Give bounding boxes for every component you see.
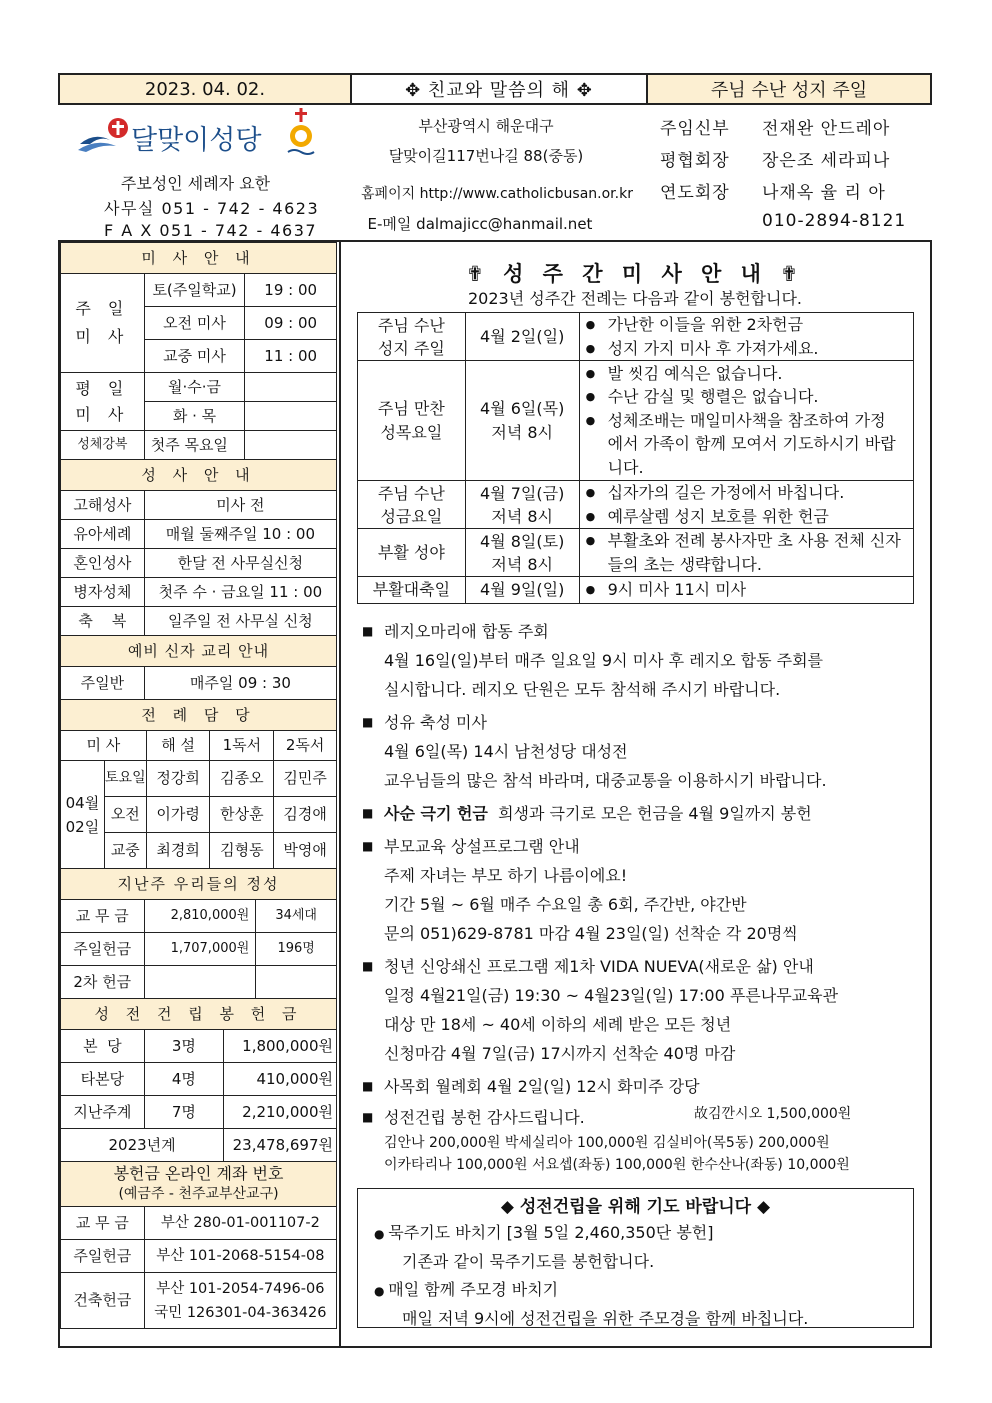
account-number: 국민 126301-04-363426 (154, 1304, 327, 1321)
holyweek-day: 부활 성야 (358, 529, 466, 577)
liturgy-commentator: 정강희 (146, 761, 210, 797)
sacrament-title: 성 사 안 내 (61, 460, 337, 491)
offering-table (60, 868, 337, 999)
address-line-2: 달맞이길117번나길 88(중동) (388, 147, 584, 165)
offering-key: 주일헌금 (61, 933, 145, 966)
left-column (60, 242, 337, 1329)
liturgy-title: 전 례 담 당 (61, 700, 337, 731)
parish-phone: 010-2894-8121 (762, 211, 907, 231)
liturgy-mass: 토요일 (104, 761, 146, 797)
officer-name-2: 장은조 세라피나 (762, 151, 891, 171)
holyweek-day: 주님 수난 성금요일 (358, 481, 466, 529)
notice-heading: ■ 사목회 월례회 4월 2일(일) 12시 화미주 강당 (362, 1072, 922, 1101)
holyweek-note: ● 가난한 이들을 위한 2차헌금 (608, 313, 913, 337)
notice-heading: 사순 극기 헌금 (384, 804, 488, 823)
holyweek-notes (579, 361, 913, 481)
mass-name: 월·수·금 (144, 373, 245, 402)
building-key: 지난주계 (61, 1096, 145, 1129)
catechumen-key: 주일반 (61, 667, 145, 700)
notice-heading: 성전건립 봉헌 감사드립니다. (384, 1108, 585, 1127)
building-key: 본 당 (61, 1030, 145, 1063)
prayer-item: ● 묵주기도 바치기 [3월 5일 2,460,350단 봉헌] (358, 1219, 913, 1248)
mass-name: 토(주일학교) (144, 274, 245, 307)
donor-line: 故김깐시오 1,500,000원 (694, 1106, 852, 1122)
holyweek-notes (579, 313, 913, 361)
liturgy-date: 04월 02일 (61, 761, 105, 869)
building-key: 타본당 (61, 1063, 145, 1096)
prayer-title: ◆ 성전건립을 위해 기도 바랍니다 ◆ (500, 1197, 771, 1217)
offering-amount: 2,810,000원 (144, 900, 256, 933)
building-amount: 2,210,000원 (224, 1096, 337, 1129)
account-building (144, 1273, 336, 1329)
notice-body: 대상 만 18세 ~ 40세 이하의 세례 받은 모든 청년 (384, 1015, 732, 1034)
account-table (60, 1161, 337, 1329)
prayer-item: ● 매일 함께 주모경 바치기 (358, 1276, 913, 1305)
liturgy-table (60, 699, 337, 869)
liturgy-col: 미 사 (61, 731, 147, 761)
officer-name-3: 나재옥 율 리 아 (762, 183, 886, 203)
account-number: 부산 101-2068-5154-08 (144, 1240, 336, 1273)
notice-body: 주제 자녀는 부모 하기 나름이에요! (384, 866, 628, 885)
offering-amount: 1,707,000원 (144, 933, 256, 966)
sacrament-key: 축 복 (61, 607, 145, 636)
offering-count: 196명 (256, 933, 337, 966)
holyweek-day: 부활대축일 (358, 577, 466, 604)
holyweek-date: 4월 8일(토) 저녁 8시 (465, 529, 579, 577)
account-subtitle: (예금주 - 천주교부산교구) (118, 1186, 279, 1202)
liturgy-commentator: 이가령 (146, 797, 210, 833)
holyweek-date: 4월 2일(일) (465, 313, 579, 361)
mass-time: 19 : 00 (245, 274, 337, 307)
sacrament-value: 일주일 전 사무실 신청 (144, 607, 336, 636)
account-number: 부산 101-2054-7496-06 (156, 1280, 325, 1297)
mass-time: 11 : 00 (245, 340, 337, 373)
notice-body: 문의 051)629-8781 마감 4월 23일(일) 선착순 각 20명씩 (384, 924, 798, 943)
officer-name-1: 전재완 안드레아 (762, 119, 891, 139)
liturgy-reader-1: 김종오 (210, 761, 274, 797)
building-year-label: 2023년계 (61, 1129, 224, 1162)
sacrament-key: 고해성사 (61, 491, 145, 520)
holyweek-note: ● 예루살렘 성지 보호를 위한 헌금 (608, 505, 913, 529)
mass-time (245, 402, 337, 431)
liturgy-reader-1: 한상훈 (210, 797, 274, 833)
catechumen-value: 매주일 09 : 30 (144, 667, 336, 700)
prayer-detail: 기존과 같이 묵주기도를 봉헌합니다. (402, 1252, 655, 1271)
liturgy-col: 2독서 (274, 731, 337, 761)
liturgy-col: 해 설 (146, 731, 210, 761)
liturgy-reader-2: 김민주 (274, 761, 337, 797)
year-motto: ✥ 친교와 말씀의 해 ✥ (352, 75, 648, 103)
column-divider (339, 240, 341, 1348)
holyweek-note: ● 부활초와 전례 봉사자만 초 사용 전체 신자들의 초는 생략합니다. (608, 529, 913, 576)
fax-number: F A X 051 - 742 - 4637 (104, 221, 318, 240)
sacrament-value: 한달 전 사무실신청 (144, 549, 336, 578)
sacrament-key: 유아세례 (61, 520, 145, 549)
offering-title: 지난주 우리들의 정성 (61, 869, 337, 900)
sacrament-key: 병자성체 (61, 578, 145, 607)
offering-key: 교 무 금 (61, 900, 145, 933)
liturgy-mass: 오전 (104, 797, 146, 833)
liturgical-day: 주님 수난 성지 주일 (648, 75, 930, 103)
parish-emblem-icon (76, 114, 132, 164)
building-count: 7명 (144, 1096, 224, 1129)
mass-name: 화 · 목 (144, 402, 245, 431)
header-bar (58, 73, 932, 105)
notice-heading: ■ 부모교육 상설프로그램 안내 (362, 832, 922, 861)
officer-role-3: 연도회장 (660, 183, 730, 203)
mass-schedule-table (60, 242, 337, 460)
notice-body: 희생과 극기로 모은 헌금을 4월 9일까지 봉헌 (498, 804, 812, 823)
sacrament-key: 혼인성사 (61, 549, 145, 578)
notice-body: 4월 6일(목) 14시 남천성당 대성전 (384, 742, 628, 761)
notice-body: 기간 5월 ~ 6월 매주 수요일 총 6회, 주간반, 야간반 (384, 895, 747, 914)
account-header (61, 1162, 337, 1207)
sacrament-table (60, 459, 337, 700)
account-key: 교 무 금 (61, 1207, 145, 1240)
donor-line: 김안나 200,000원 박세실리아 100,000원 김실비아(목5동) 200,000원 (384, 1135, 830, 1151)
weekday-mass-label: 평 일 미 사 (61, 373, 145, 431)
account-number: 부산 280-01-001107-2 (144, 1207, 336, 1240)
notice-body: 실시합니다. 레지오 단원은 모두 참석해 주시기 바랍니다. (384, 680, 781, 699)
liturgy-reader-2: 김경애 (274, 797, 337, 833)
liturgy-reader-1: 김형동 (210, 833, 274, 869)
holyweek-title: ✟ 성 주 간 미 사 안 내 ✟ (466, 262, 804, 286)
holyweek-note: ● 수난 감실 및 행렬은 없습니다. (608, 385, 913, 409)
holyweek-subtitle: 2023년 성주간 전례는 다음과 같이 봉헌합니다. (468, 289, 802, 308)
notice-heading-row (362, 799, 922, 828)
adoration-value: 첫주 목요일 (144, 431, 245, 460)
sacrament-value: 미사 전 (144, 491, 336, 520)
address-line-1: 부산광역시 해운대구 (418, 117, 554, 135)
officer-role-1: 주임신부 (660, 119, 730, 139)
mass-time (245, 373, 337, 402)
offering-count: 34세대 (256, 900, 337, 933)
email-link[interactable]: E-메일 dalmajicc@hanmail.net (367, 215, 593, 233)
account-key: 건축헌금 (61, 1273, 145, 1329)
mass-time: 09 : 00 (245, 307, 337, 340)
building-amount: 1,800,000원 (224, 1030, 337, 1063)
liturgy-commentator: 최경희 (146, 833, 210, 869)
notice-body: 교우님들의 많은 참석 바라며, 대중교통을 이용하시기 바랍니다. (384, 771, 827, 790)
holyweek-date: 4월 9일(일) (465, 577, 579, 604)
building-count: 4명 (144, 1063, 224, 1096)
offering-count (256, 966, 337, 999)
building-title: 성 전 건 립 봉 헌 금 (61, 999, 337, 1030)
donor-line: 이카타리나 100,000원 서요셉(좌동) 100,000원 한수산나(좌동) 10,000원 (384, 1157, 850, 1173)
bulletin-date: 2023. 04. 02. (60, 75, 352, 103)
prayer-detail: 매일 저녁 9시에 성전건립을 위한 주모경을 함께 바칩니다. (402, 1309, 809, 1328)
notices (362, 617, 922, 1176)
holyweek-notes (579, 529, 913, 577)
liturgy-mass: 교중 (104, 833, 146, 869)
homepage-link[interactable]: 홈페이지 http://www.catholicbusan.or.kr (361, 186, 633, 202)
notice-heading: ■ 성유 축성 미사 (362, 708, 922, 737)
holyweek-notes (579, 481, 913, 529)
holyweek-note: ● 9시 미사 11시 미사 (608, 578, 913, 602)
mass-name: 오전 미사 (144, 307, 245, 340)
building-fund-table (60, 998, 337, 1162)
office-phone: 사무실 051 - 742 - 4623 (104, 199, 320, 218)
notice-body: 4월 16일(일)부터 매주 일요일 9시 미사 후 레지오 합동 주회를 (384, 651, 824, 670)
holyweek-notes (579, 577, 913, 604)
adoration-label: 성체강복 (61, 431, 145, 460)
prayer-box (357, 1188, 914, 1328)
holyweek-date: 4월 6일(목) 저녁 8시 (465, 361, 579, 481)
sacrament-value: 매월 둘째주일 10 : 00 (144, 520, 336, 549)
notice-heading: ■ 레지오마리애 합동 주회 (362, 617, 922, 646)
building-year-total: 23,478,697원 (224, 1129, 337, 1162)
holyweek-note: ● 발 씻김 예식은 없습니다. (608, 362, 913, 386)
parish-name: 달맞이성당 (131, 125, 262, 156)
building-amount: 410,000원 (224, 1063, 337, 1096)
notice-body: 일정 4월21일(금) 19:30 ~ 4월23일(일) 17:00 푸른나무교육관 (384, 986, 839, 1005)
offering-amount (144, 966, 256, 999)
patron-saint: 주보성인 세례자 요한 (120, 174, 271, 193)
catechumen-title: 예비 신자 교리 안내 (61, 636, 337, 667)
liturgy-col: 1독서 (210, 731, 274, 761)
account-key: 주일헌금 (61, 1240, 145, 1273)
holyweek-note: ● 성지 가지 미사 후 가져가세요. (608, 337, 913, 361)
holyweek-day: 주님 만찬 성목요일 (358, 361, 466, 481)
offering-key: 2차 헌금 (61, 966, 145, 999)
officer-role-2: 평협회장 (660, 151, 730, 171)
mass-name: 교중 미사 (144, 340, 245, 373)
holyweek-table (357, 312, 914, 604)
sacrament-value: 첫주 수 · 금요일 11 : 00 (144, 578, 336, 607)
moon-cross-icon (284, 108, 318, 158)
liturgy-reader-2: 박영애 (274, 833, 337, 869)
holyweek-day: 주님 수난 성지 주일 (358, 313, 466, 361)
notice-heading: ■ 청년 신앙쇄신 프로그램 제1차 VIDA NUEVA(새로운 삶) 안내 (362, 952, 922, 981)
parish-logo (76, 114, 336, 164)
sunday-mass-label: 주 일 미 사 (61, 274, 145, 373)
holyweek-note: ● 성체조배는 매일미사책을 참조하여 가정에서 가족이 함께 모여서 기도하시기 바랍니다. (608, 409, 913, 480)
building-count: 3명 (144, 1030, 224, 1063)
holyweek-note: ● 십자가의 길은 가정에서 바칩니다. (608, 481, 913, 505)
notice-body: 신청마감 4월 7일(금) 17시까지 선착순 40명 마감 (384, 1044, 736, 1063)
account-title: 봉헌금 온라인 계좌 번호 (113, 1164, 284, 1183)
mass-title: 미 사 안 내 (61, 243, 337, 274)
holyweek-date: 4월 7일(금) 저녁 8시 (465, 481, 579, 529)
notice-heading-row (362, 1103, 922, 1132)
